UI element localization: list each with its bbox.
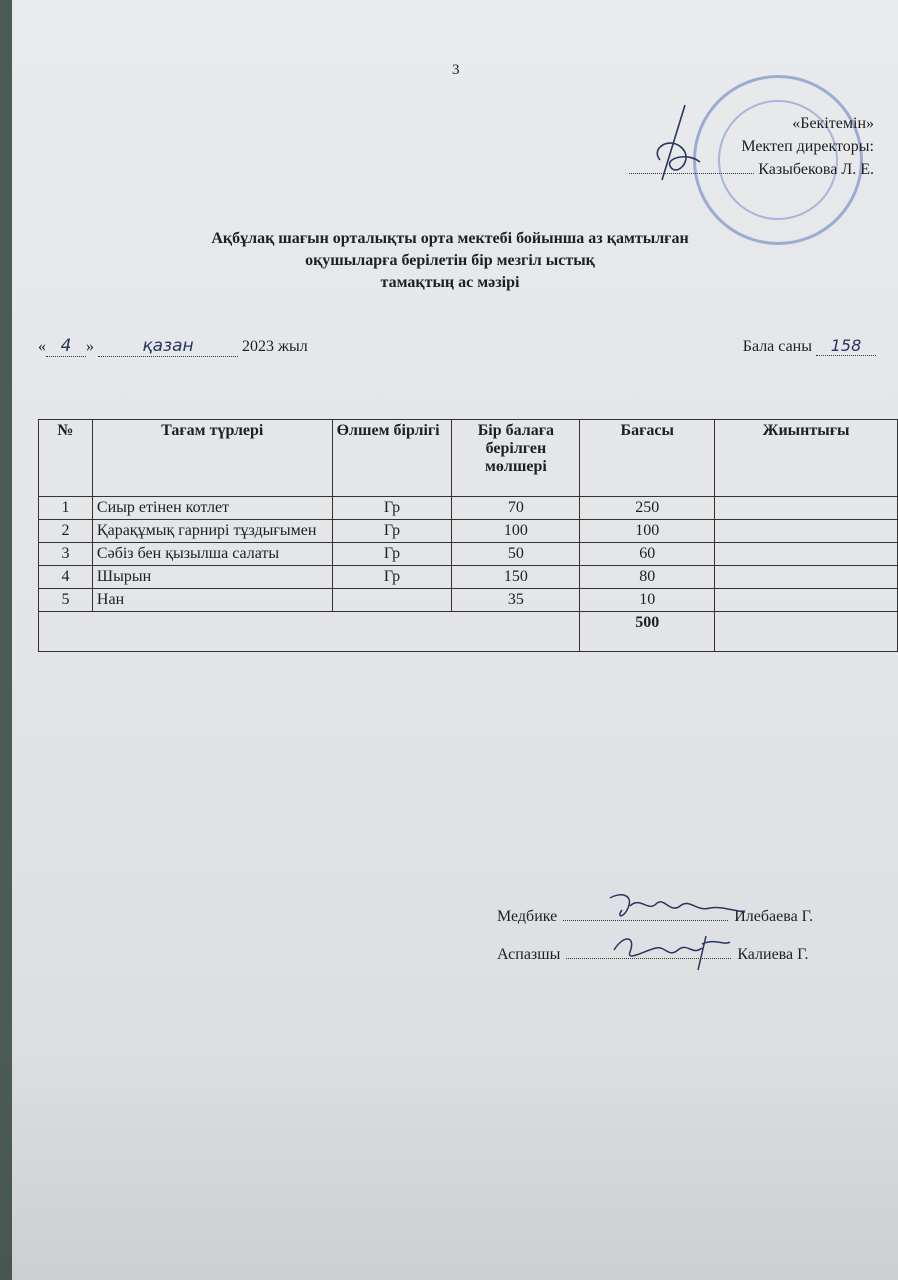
document-title	[100, 228, 800, 294]
sum-total-blank	[715, 612, 898, 652]
date-day: 4	[46, 336, 86, 357]
date-open-quote: «	[38, 338, 46, 355]
row-unit: Гр	[332, 520, 452, 543]
table-row	[39, 566, 898, 589]
row-total	[715, 520, 898, 543]
cook-role: Аспазшы	[497, 946, 561, 963]
row-dish: Сәбіз бен қызылша салаты	[92, 543, 332, 566]
title-line-1: Ақбұлақ шағын орталықты орта мектебі бойынша аз қамтылған	[211, 230, 689, 247]
row-total	[715, 589, 898, 612]
page-number: 3	[452, 62, 460, 78]
table-row	[39, 543, 898, 566]
date-year: 2023 жыл	[242, 338, 308, 355]
date-month: қазан	[98, 336, 238, 357]
table-row	[39, 497, 898, 520]
header-price: Бағасы	[580, 420, 715, 497]
nurse-role: Медбике	[497, 908, 558, 925]
table-row	[39, 520, 898, 543]
approval-block	[629, 112, 874, 181]
sum-row-blank	[39, 612, 580, 652]
title-line-2: оқушыларға берілетін бір мезгіл ыстық	[305, 252, 595, 269]
row-unit: Гр	[332, 566, 452, 589]
row-dish: Нан	[92, 589, 332, 612]
table-row	[39, 589, 898, 612]
approval-position: Мектеп директоры:	[741, 138, 874, 155]
header-unit: Өлшем бірлігі	[332, 420, 452, 497]
cook-signature-icon	[606, 926, 736, 976]
date-line	[38, 336, 308, 357]
row-unit: Гр	[332, 543, 452, 566]
row-amount: 70	[452, 497, 580, 520]
row-unit	[332, 589, 452, 612]
row-amount: 100	[452, 520, 580, 543]
sum-value: 500	[580, 612, 715, 652]
row-amount: 35	[452, 589, 580, 612]
row-dish: Сиыр етінен котлет	[92, 497, 332, 520]
nurse-signature-icon	[600, 888, 750, 924]
cook-name: Калиева Г.	[737, 946, 809, 963]
header-number: №	[39, 420, 93, 497]
director-name: Казыбекова Л. Е.	[758, 161, 874, 178]
row-amount: 50	[452, 543, 580, 566]
header-total: Жиынтығы	[715, 420, 898, 497]
row-number: 3	[39, 543, 93, 566]
row-amount: 150	[452, 566, 580, 589]
table-sum-row	[39, 612, 898, 652]
row-number: 2	[39, 520, 93, 543]
row-price: 60	[580, 543, 715, 566]
header-amount: Бір балаға берілген мөлшері	[452, 420, 580, 497]
row-number: 4	[39, 566, 93, 589]
title-line-3: тамақтың ас мәзірі	[380, 274, 520, 291]
header-dish: Тағам түрлері	[92, 420, 332, 497]
row-price: 80	[580, 566, 715, 589]
row-number: 1	[39, 497, 93, 520]
row-total	[715, 543, 898, 566]
row-dish: Шырын	[92, 566, 332, 589]
children-count-label: Бала саны	[742, 338, 812, 355]
row-price: 10	[580, 589, 715, 612]
row-total	[715, 497, 898, 520]
date-close-quote: »	[86, 338, 94, 355]
nurse-name: Илебаева Г.	[734, 908, 814, 925]
row-number: 5	[39, 589, 93, 612]
row-total	[715, 566, 898, 589]
children-count-value: 158	[816, 336, 876, 356]
children-count-line	[743, 336, 876, 356]
signature-dotted-line	[629, 159, 754, 174]
approval-heading: «Бекітемін»	[792, 115, 874, 132]
row-dish: Қарақұмық гарнирі тұздығымен	[92, 520, 332, 543]
row-unit: Гр	[332, 497, 452, 520]
row-price: 100	[580, 520, 715, 543]
approval-signature-line	[629, 158, 874, 181]
row-price: 250	[580, 497, 715, 520]
menu-table	[38, 419, 898, 652]
table-header-row	[39, 420, 898, 497]
